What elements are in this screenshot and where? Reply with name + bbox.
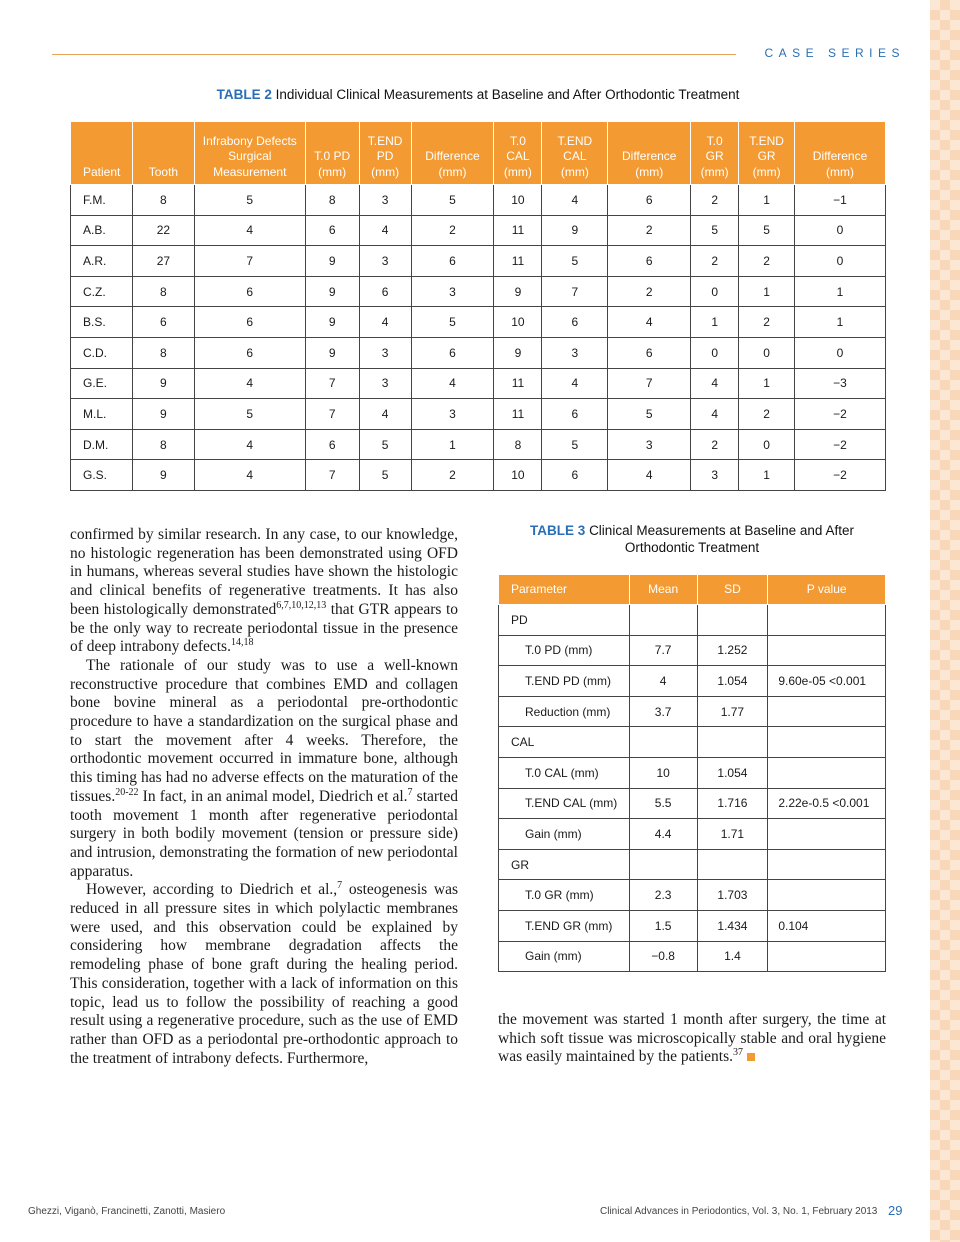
table2-cell: 3 (359, 337, 411, 368)
patient-cell: F.M. (71, 185, 133, 216)
table3-cell (768, 635, 886, 666)
table2-header-text: Infrabony Defects (202, 133, 297, 148)
table2-cell: 7 (542, 276, 608, 307)
table3-cell: 1.5 (629, 910, 697, 941)
citation-superscript: 6,7,10,12,13 (276, 599, 327, 611)
table2-cell: −2 (795, 399, 886, 430)
table2-cell: 2 (691, 185, 739, 216)
parameter-cell: PD (499, 605, 630, 636)
table2-cell: 2 (608, 215, 691, 246)
paragraph-text: In fact, in an animal model, Diedrich et al. (138, 787, 408, 805)
citation-superscript: 20-22 (115, 786, 139, 798)
table2-cell: 2 (411, 215, 494, 246)
table3-header-cell: P value (768, 575, 886, 605)
table3-clinical-measurements (498, 574, 886, 972)
table2-cell: 5 (411, 185, 494, 216)
table3-row (499, 941, 886, 972)
table2-cell: 11 (494, 215, 542, 246)
table2-header-text: T.END (367, 133, 403, 148)
table3-row (499, 910, 886, 941)
table3-row (499, 635, 886, 666)
parameter-cell: T.END PD (mm) (499, 666, 630, 697)
table2-cell: 2 (608, 276, 691, 307)
table2-cell: 9 (305, 307, 359, 338)
table2-cell: 2 (411, 460, 494, 491)
table3-cell: 1.77 (697, 696, 768, 727)
table2-cell: 5 (194, 399, 305, 430)
table2-cell: 7 (608, 368, 691, 399)
citation-superscript: 14,18 (230, 637, 254, 649)
table2-cell: 0 (691, 276, 739, 307)
table2-cell: 6 (305, 215, 359, 246)
right-column-text (498, 1011, 886, 1067)
table2-header-cell (691, 122, 739, 185)
table2-header-text: PD (376, 149, 394, 163)
table2-cell: 5 (359, 460, 411, 491)
patient-cell: A.R. (71, 246, 133, 277)
table2-cell: 27 (132, 246, 194, 277)
citation-superscript: 7 (407, 786, 413, 798)
table2-cell: 2 (739, 399, 795, 430)
table3-cell: 9.60e-05 <0.001 (768, 666, 886, 697)
table3-cell (768, 757, 886, 788)
table3-row (499, 880, 886, 911)
table2-cell: 0 (739, 337, 795, 368)
table2-cell: 6 (194, 307, 305, 338)
table2-header-text: (mm) (438, 164, 467, 179)
table2-header-text: Difference (425, 149, 480, 163)
table2-cell: 1 (411, 429, 494, 460)
table2-cell: 0 (795, 246, 886, 277)
table3-title-line2: Orthodontic Treatment (624, 540, 760, 555)
table2-cell: 5 (359, 429, 411, 460)
table2-cell: 6 (608, 185, 691, 216)
table2-cell: 4 (691, 399, 739, 430)
table2-cell: 11 (494, 368, 542, 399)
table2-title: Individual Clinical Measurements at Baseline and After Orthodontic Treatment (275, 87, 740, 102)
table2-row (71, 307, 886, 338)
table2-cell: 8 (494, 429, 542, 460)
table3-header-row (499, 575, 886, 605)
table2-cell: 1 (795, 276, 886, 307)
table2-cell: 6 (542, 460, 608, 491)
table2-header-cell (71, 122, 133, 185)
parameter-cell: CAL (499, 727, 630, 758)
table3-cell: 1.71 (697, 819, 768, 850)
table2-header-text: T.0 PD (314, 149, 351, 163)
table2-cell: 4 (608, 307, 691, 338)
table3-cell: 7.7 (629, 635, 697, 666)
table2-cell: 11 (494, 246, 542, 277)
table2-cell: 5 (542, 246, 608, 277)
table2-header-row (71, 122, 886, 185)
citation-superscript: 37 (733, 1047, 744, 1059)
citation-superscript: 7 (337, 880, 343, 892)
table2-cell: −3 (795, 368, 886, 399)
table2-header-text: Measurement (213, 164, 287, 179)
patient-cell: G.E. (71, 368, 133, 399)
table3-cell (768, 605, 886, 636)
table2-header-text: (mm) (318, 164, 347, 179)
table2-cell: 2 (739, 307, 795, 338)
paragraph-text: However, according to Diedrich et al., (86, 881, 338, 899)
table2-cell: 10 (494, 185, 542, 216)
table2-row (71, 185, 886, 216)
table3-row (499, 788, 886, 819)
table3-label: TABLE 3 (530, 523, 586, 538)
table2-header-text: CAL (563, 149, 587, 163)
table2-cell: 5 (542, 429, 608, 460)
table2-header-text: Difference (812, 149, 868, 163)
table3-row (499, 666, 886, 697)
table3-row (499, 696, 886, 727)
table2-cell: 6 (132, 307, 194, 338)
left-column-text (70, 526, 458, 1068)
table3-cell (768, 880, 886, 911)
table3-cell: 1.054 (697, 666, 768, 697)
table2-cell: 9 (132, 460, 194, 491)
table2-header-cell (608, 122, 691, 185)
table2-cell: 8 (132, 337, 194, 368)
right-paragraph-1 (498, 1011, 886, 1067)
table2-cell: 6 (359, 276, 411, 307)
table2-cell: 9 (542, 215, 608, 246)
table2-cell: 1 (739, 276, 795, 307)
paragraph-text: confirmed by similar research. In any case, to our knowledge, no histologic regeneration has been demonstrated using OFD in humans, whereas several studies have shown the histologic and clinical benefits of regenerative treatments. It has also been histologically demonstrated (70, 526, 458, 618)
table3-row (499, 819, 886, 850)
header-rule (52, 54, 736, 55)
table3-row (499, 757, 886, 788)
table2-header-text: T.END (749, 133, 784, 148)
table2-header-text: T.0 (509, 133, 526, 148)
table2-cell: 1 (739, 368, 795, 399)
table2-header-text: GR (705, 149, 724, 163)
table2-row (71, 429, 886, 460)
patient-cell: A.B. (71, 215, 133, 246)
table2-cell: 9 (494, 337, 542, 368)
table2-cell: 9 (305, 276, 359, 307)
table2-cell: 7 (305, 460, 359, 491)
footer-journal: Clinical Advances in Periodontics, Vol. 3, No. 1, February 2013 (600, 1206, 878, 1217)
table2-cell: 4 (359, 307, 411, 338)
table2-header-cell (795, 122, 886, 185)
table3-cell: 1.252 (697, 635, 768, 666)
table2-cell: 8 (132, 185, 194, 216)
parameter-cell: Gain (mm) (499, 941, 630, 972)
table2-cell: 6 (608, 246, 691, 277)
table2-cell: 9 (132, 399, 194, 430)
table2-header-text: Patient (83, 164, 121, 179)
table2-header-text: T.0 (706, 133, 723, 148)
table2-cell: 4 (194, 460, 305, 491)
table3-cell: 5.5 (629, 788, 697, 819)
table2-cell: 6 (194, 337, 305, 368)
paragraph-text: the movement was started 1 month after surgery, the time at which soft tissue was microscopically stable and oral hygiene was easily maintained by the patients. (498, 1011, 886, 1066)
table2-cell: 0 (795, 337, 886, 368)
page-number: 29 (888, 1203, 903, 1218)
table3-cell: 4.4 (629, 819, 697, 850)
parameter-cell: T.END GR (mm) (499, 910, 630, 941)
table2-cell: 4 (194, 215, 305, 246)
table2-cell: 0 (691, 337, 739, 368)
table3-cell (629, 849, 697, 880)
table2-cell: 8 (305, 185, 359, 216)
table3-cell (629, 605, 697, 636)
table2-header-cell (411, 122, 494, 185)
left-paragraph-3 (70, 881, 458, 1068)
table2-cell: 2 (691, 246, 739, 277)
table2-row (71, 276, 886, 307)
table3-cell (768, 819, 886, 850)
table3-cell: 2.3 (629, 880, 697, 911)
table2-cell: 4 (411, 368, 494, 399)
table2-cell: 10 (494, 460, 542, 491)
decorative-side-strip (930, 0, 960, 1242)
table2-cell: 4 (359, 215, 411, 246)
table2-cell: 6 (542, 399, 608, 430)
end-of-article-square (747, 1053, 755, 1061)
table2-header-text: GR (757, 149, 776, 163)
footer-authors: Ghezzi, Viganò, Francinetti, Zanotti, Masiero (28, 1206, 226, 1217)
table3-cell: 1.716 (697, 788, 768, 819)
patient-cell: D.M. (71, 429, 133, 460)
table2-cell: −2 (795, 460, 886, 491)
table3-cell (697, 849, 768, 880)
table2-header-text: (mm) (700, 164, 729, 179)
table2-cell: 6 (411, 337, 494, 368)
table2-cell: 5 (691, 215, 739, 246)
table2-cell: 7 (194, 246, 305, 277)
table2-header-text: (mm) (826, 164, 855, 179)
table3-cell (768, 941, 886, 972)
parameter-cell: GR (499, 849, 630, 880)
table3-title-line1: Clinical Measurements at Baseline and After (589, 523, 854, 538)
table2-cell: 4 (194, 429, 305, 460)
table2-cell: 9 (305, 246, 359, 277)
paragraph-text: started tooth movement 1 month after regenerative periodontal surgery in both bodily movement (tension or pressure side) and intrusion, demonstrating the formation of new periodontal apparatus. (70, 787, 458, 880)
table3-cell: 1.4 (697, 941, 768, 972)
table2-row (71, 246, 886, 277)
table3-caption (498, 522, 886, 556)
table2-header-cell (305, 122, 359, 185)
table3-cell: 1.054 (697, 757, 768, 788)
table2-row (71, 460, 886, 491)
table3-cell: 1.703 (697, 880, 768, 911)
table3-cell (768, 696, 886, 727)
patient-cell: B.S. (71, 307, 133, 338)
paragraph-text: osteogenesis was reduced in all pressure sites in which polylactic membranes were used, and this observation could be explained by considering how membrane degradation affects the remodeling phase of bone graft during the healing period. This consideration, together with a lack of information on this topic, lead us to follow the possibility of reaching a good result using a regenerative procedure, such as the use of EMD rather than OFD as a periodontal pre-orthodontic approach to the treatment of intrabony defects. Furthermore, (70, 881, 458, 1067)
parameter-cell: T.0 CAL (mm) (499, 757, 630, 788)
patient-cell: C.D. (71, 337, 133, 368)
table2-header-text: (mm) (560, 164, 589, 179)
table3-cell (629, 727, 697, 758)
table3-cell: 10 (629, 757, 697, 788)
table2-cell: 6 (411, 246, 494, 277)
patient-cell: M.L. (71, 399, 133, 430)
table2-cell: 1 (739, 460, 795, 491)
table2-header-text: Surgical (228, 149, 272, 163)
table2-caption (70, 87, 886, 102)
table2-row (71, 399, 886, 430)
table2-cell: 2 (739, 246, 795, 277)
table3-header-cell: Parameter (499, 575, 630, 605)
table2-cell: 3 (359, 368, 411, 399)
table2-cell: 3 (542, 337, 608, 368)
table2-header-text: (mm) (503, 164, 532, 179)
table2-cell: 7 (305, 368, 359, 399)
table2-cell: 5 (411, 307, 494, 338)
table2-cell: 5 (194, 185, 305, 216)
table2-cell: 1 (795, 307, 886, 338)
table2-cell: 4 (542, 368, 608, 399)
parameter-cell: T.0 GR (mm) (499, 880, 630, 911)
table2-cell: 9 (494, 276, 542, 307)
table2-header-cell (194, 122, 305, 185)
table2-cell: 6 (608, 337, 691, 368)
section-label: CASE SERIES (764, 46, 905, 60)
table2-header-text: (mm) (635, 164, 664, 179)
table2-cell: 0 (795, 215, 886, 246)
table2-row (71, 368, 886, 399)
table2-header-cell (494, 122, 542, 185)
table2-cell: 8 (132, 429, 194, 460)
parameter-cell: T.0 PD (mm) (499, 635, 630, 666)
table2-header-cell (359, 122, 411, 185)
paragraph-text: that GTR appears to be the only way to recreate periodontal tissue in the presence of deep intrabony defects. (70, 600, 458, 656)
table2-header-text: Difference (621, 149, 677, 163)
table3-header-cell: SD (697, 575, 768, 605)
table2-cell: 3 (359, 246, 411, 277)
table3-cell (768, 727, 886, 758)
table3-cell (768, 849, 886, 880)
table2-cell: 10 (494, 307, 542, 338)
table2-cell: 5 (739, 215, 795, 246)
table3-group-row (499, 727, 886, 758)
table2-cell: 6 (305, 429, 359, 460)
table2-header-text: CAL (506, 149, 530, 163)
table3-group-row (499, 605, 886, 636)
table2-row (71, 337, 886, 368)
table2-cell: 4 (194, 368, 305, 399)
table3-cell: 0.104 (768, 910, 886, 941)
parameter-cell: Gain (mm) (499, 819, 630, 850)
table3-cell: 3.7 (629, 696, 697, 727)
patient-cell: C.Z. (71, 276, 133, 307)
table2-header-cell (132, 122, 194, 185)
table2-cell: 3 (608, 429, 691, 460)
table2-cell: 1 (739, 185, 795, 216)
parameter-cell: T.END CAL (mm) (499, 788, 630, 819)
table2-cell: 8 (132, 276, 194, 307)
table2-cell: 6 (194, 276, 305, 307)
table3-group-row (499, 849, 886, 880)
table2-cell: 7 (305, 399, 359, 430)
table2-cell: 9 (305, 337, 359, 368)
table2-cell: 4 (691, 368, 739, 399)
table2-cell: 3 (411, 399, 494, 430)
table2-label: TABLE 2 (216, 87, 272, 102)
table2-header-text: T.END (557, 133, 593, 148)
patient-cell: G.S. (71, 460, 133, 491)
table2-cell: 4 (542, 185, 608, 216)
table2-header-text: Tooth (148, 164, 179, 179)
table2-individual-measurements (70, 121, 886, 491)
table2-header-cell (739, 122, 795, 185)
left-paragraph-1 (70, 526, 458, 657)
table2-cell: 3 (691, 460, 739, 491)
table3-cell: 1.434 (697, 910, 768, 941)
table2-cell: 2 (691, 429, 739, 460)
left-paragraph-2 (70, 657, 458, 881)
table2-cell: 4 (608, 460, 691, 491)
table3-cell: 4 (629, 666, 697, 697)
paragraph-text: The rationale of our study was to use a well-known reconstructive procedure that combines EMD and collagen bone bovine mineral as a periodontal pre-orthodontic procedure to have a standardization on the surgical phase and to start the movement after 4 weeks. Therefore, the orthodontic movement occurred in immature bone, although this timing has had no adverse effects on the maturation of the tissues. (70, 656, 458, 805)
table2-cell: 3 (359, 185, 411, 216)
table2-cell: 5 (608, 399, 691, 430)
table3-header-cell: Mean (629, 575, 697, 605)
table2-cell: 22 (132, 215, 194, 246)
table2-row (71, 215, 886, 246)
parameter-cell: Reduction (mm) (499, 696, 630, 727)
table2-header-text: (mm) (752, 164, 781, 179)
table2-cell: 9 (132, 368, 194, 399)
table3-cell (697, 605, 768, 636)
table2-header-cell (542, 122, 608, 185)
table2-cell: 11 (494, 399, 542, 430)
table2-header-text: (mm) (371, 164, 400, 179)
table2-cell: 3 (411, 276, 494, 307)
table3-cell: 2.22e-0.5 <0.001 (768, 788, 886, 819)
table3-cell: −0.8 (629, 941, 697, 972)
table2-cell: 0 (739, 429, 795, 460)
table2-cell: 1 (691, 307, 739, 338)
table2-cell: −1 (795, 185, 886, 216)
table3-cell (697, 727, 768, 758)
table2-cell: 4 (359, 399, 411, 430)
table2-cell: −2 (795, 429, 886, 460)
table2-cell: 6 (542, 307, 608, 338)
